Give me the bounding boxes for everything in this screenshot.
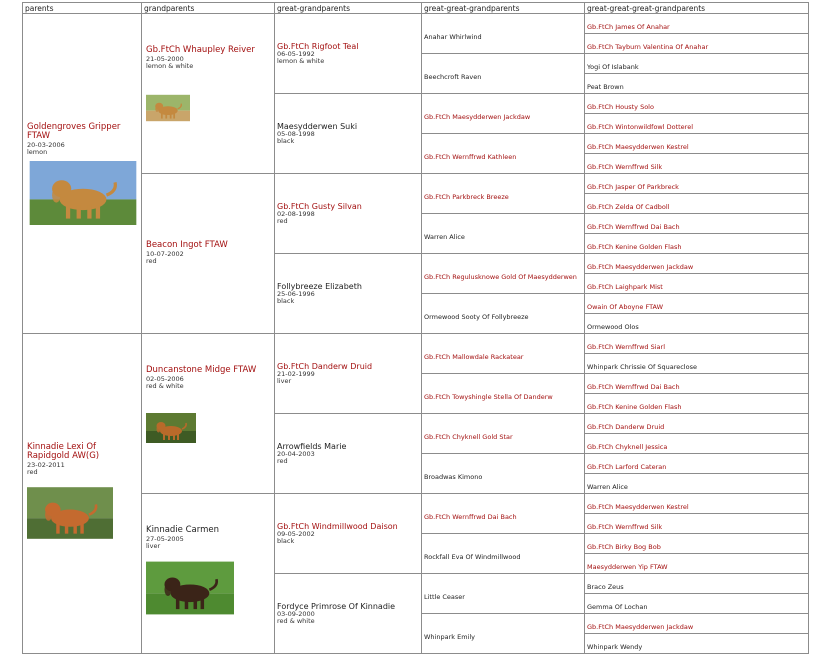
- great-great-great-grandparent-cell: [585, 434, 809, 454]
- dog-color: black: [277, 537, 295, 545]
- great-great-grandparent-cell: [422, 94, 585, 134]
- grandparent-cell: [142, 494, 275, 654]
- dog-name[interactable]: Gb.FtCh Maesydderwen Jackdaw: [424, 113, 531, 121]
- dog-name[interactable]: Peat Brown: [587, 83, 624, 91]
- dog-name[interactable]: Arrowfields Marie: [277, 441, 347, 451]
- great-great-grandparent-cell: [422, 494, 585, 534]
- dog-color: liver: [277, 377, 292, 385]
- dog-date: 02-05-2006: [146, 374, 184, 383]
- dog-color: black: [277, 137, 295, 145]
- dog-photo: [146, 555, 234, 621]
- great-great-great-grandparent-cell: [585, 334, 809, 354]
- header-great-great-great-grandparents: great-great-great-grandparents: [585, 3, 809, 14]
- dog-name[interactable]: Gb.FtCh Jasper Of Parkbreck: [587, 183, 679, 191]
- dog-date: 05-08-1998: [277, 129, 315, 138]
- dog-name[interactable]: Rockfall Eva Of Windmillwood: [424, 553, 521, 561]
- great-great-grandparent-cell: [422, 174, 585, 214]
- dog-date: 21-05-2000: [146, 54, 184, 63]
- dog-name[interactable]: Gb.FtCh Gusty Silvan: [277, 201, 362, 211]
- dog-name[interactable]: Gb.FtCh James Of Anahar: [587, 23, 670, 31]
- dog-name[interactable]: Owain Of Aboyne FTAW: [587, 303, 664, 311]
- dog-color: lemon: [27, 148, 48, 156]
- dog-color: red: [27, 468, 38, 476]
- great-great-great-grandparent-cell: [585, 394, 809, 414]
- dog-color: red: [146, 257, 157, 266]
- great-great-grandparent-cell: [422, 54, 585, 94]
- dog-name[interactable]: Little Ceaser: [424, 593, 465, 601]
- great-great-great-grandparent-cell: [585, 414, 809, 434]
- dog-name[interactable]: Kinnadie Lexi Of Rapidgold AW(G): [27, 441, 100, 461]
- header-great-great-grandparents: great-great-grandparents: [422, 3, 585, 14]
- great-great-great-grandparent-cell: [585, 494, 809, 514]
- dog-name[interactable]: Beacon Ingot FTAW: [146, 240, 228, 251]
- dog-name[interactable]: Gb.FtCh Maesydderwen Kestrel: [587, 143, 689, 151]
- dog-color: lemon & white: [146, 62, 194, 71]
- great-great-great-grandparent-cell: [585, 194, 809, 214]
- dog-name[interactable]: Follybreeze Elizabeth: [277, 281, 362, 291]
- great-grandparent-cell: [275, 334, 422, 414]
- great-great-great-grandparent-cell: [585, 454, 809, 474]
- great-great-great-grandparent-cell: [585, 514, 809, 534]
- great-grandparent-cell: [275, 174, 422, 254]
- dog-date: 20-03-2006: [27, 140, 65, 149]
- great-grandparent-cell: [275, 414, 422, 494]
- dog-photo: [146, 75, 190, 141]
- great-grandparent-cell: [275, 494, 422, 574]
- great-great-great-grandparent-cell: [585, 74, 809, 94]
- great-great-grandparent-cell: [422, 574, 585, 614]
- dog-photo: [146, 395, 196, 461]
- great-great-grandparent-cell: [422, 374, 585, 414]
- dog-name[interactable]: Gb.FtCh Housty Solo: [587, 103, 654, 111]
- great-grandparent-cell: [275, 14, 422, 94]
- dog-name[interactable]: Gb.FtCh Wernffrwd Dai Bach: [587, 223, 680, 231]
- header-great-grandparents: great-grandparents: [275, 3, 422, 14]
- great-grandparent-cell: [275, 574, 422, 654]
- dog-name[interactable]: Gb.FtCh Danderw Druid: [277, 361, 373, 371]
- dog-name[interactable]: Gb.FtCh Tayburn Valentina Of Anahar: [587, 43, 709, 51]
- dog-name[interactable]: Gb.FtCh Rigfoot Teal: [277, 41, 359, 51]
- great-great-great-grandparent-cell: [585, 374, 809, 394]
- dog-name[interactable]: Gb.FtCh Whaupley Reiver: [146, 45, 255, 56]
- great-great-grandparent-cell: [422, 254, 585, 294]
- dog-name[interactable]: Gb.FtCh Wernffrwd Dai Bach: [424, 513, 517, 521]
- dog-color: black: [277, 297, 295, 305]
- great-great-great-grandparent-cell: [585, 154, 809, 174]
- dog-name[interactable]: Fordyce Primrose Of Kinnadie: [277, 601, 396, 611]
- great-great-great-grandparent-cell: [585, 534, 809, 554]
- dog-color: red: [277, 217, 288, 225]
- great-great-great-grandparent-cell: [585, 354, 809, 374]
- dog-name[interactable]: Gb.FtCh Zelda Of Cadboll: [587, 203, 670, 211]
- dog-name[interactable]: Maesydderwen Yip FTAW: [587, 563, 668, 571]
- dog-name[interactable]: Kinnadie Carmen: [146, 525, 219, 536]
- great-grandparent-cell: [275, 94, 422, 174]
- great-great-great-grandparent-cell: [585, 574, 809, 594]
- dog-date: 02-08-1998: [277, 209, 315, 218]
- great-great-grandparent-cell: [422, 214, 585, 254]
- dog-name[interactable]: Gb.FtCh Wintonwildfowl Dotterel: [587, 123, 694, 131]
- great-great-great-grandparent-cell: [585, 614, 809, 634]
- dog-name[interactable]: Warren Alice: [424, 233, 465, 241]
- dog-name[interactable]: Whinpark Wendy: [587, 643, 643, 651]
- dog-name[interactable]: Gb.FtCh Birky Bog Bob: [587, 543, 661, 551]
- dog-name[interactable]: Gb.FtCh Maesydderwen Jackdaw: [587, 623, 694, 631]
- dog-name[interactable]: Gb.FtCh Wernffrwd Kathleen: [424, 153, 517, 161]
- pedigree-row: [23, 334, 809, 354]
- dog-name[interactable]: Gb.FtCh Danderw Druid: [587, 423, 665, 431]
- pedigree-row: [23, 14, 809, 34]
- dog-name[interactable]: Yogi Of Islabank: [587, 63, 639, 71]
- dog-name[interactable]: Whinpark Emily: [424, 633, 475, 641]
- dog-name[interactable]: Whinpark Chrissie Of Squareclose: [587, 363, 697, 371]
- dog-color: red & white: [277, 617, 315, 625]
- dog-date: 06-05-1992: [277, 49, 315, 58]
- great-great-great-grandparent-cell: [585, 274, 809, 294]
- great-great-great-grandparent-cell: [585, 114, 809, 134]
- great-great-great-grandparent-cell: [585, 134, 809, 154]
- great-great-grandparent-cell: [422, 134, 585, 174]
- dog-name[interactable]: Broadwas Kimono: [424, 473, 483, 481]
- dog-name[interactable]: Gb.FtCh Larford Cateran: [587, 463, 667, 471]
- dog-name[interactable]: Gb.FtCh Chyknell Jessica: [587, 443, 668, 451]
- great-great-great-grandparent-cell: [585, 214, 809, 234]
- dog-name[interactable]: Gb.FtCh Laighpark Mist: [587, 283, 663, 291]
- great-great-grandparent-cell: [422, 294, 585, 334]
- dog-date: 27-05-2005: [146, 534, 184, 543]
- dog-date: 03-09-2000: [277, 609, 315, 618]
- dog-date: 25-06-1996: [277, 289, 315, 298]
- great-great-great-grandparent-cell: [585, 254, 809, 274]
- great-great-great-grandparent-cell: [585, 34, 809, 54]
- dog-name[interactable]: Gb.FtCh Wernffrwd Silk: [587, 163, 663, 171]
- parent-cell: [23, 334, 142, 654]
- dog-name[interactable]: Anahar Whirlwind: [424, 33, 482, 41]
- dog-name[interactable]: Gb.FtCh Chyknell Gold Star: [424, 433, 513, 441]
- dog-name[interactable]: Duncanstone Midge FTAW: [146, 365, 257, 376]
- great-great-grandparent-cell: [422, 534, 585, 574]
- great-great-great-grandparent-cell: [585, 234, 809, 254]
- great-great-grandparent-cell: [422, 454, 585, 494]
- dog-name[interactable]: Maesydderwen Suki: [277, 121, 358, 131]
- dog-date: 09-05-2002: [277, 529, 315, 538]
- great-great-grandparent-cell: [422, 414, 585, 454]
- dog-name[interactable]: Gb.FtCh Towyshingle Stella Of Danderw: [424, 393, 553, 401]
- dog-name[interactable]: Gb.FtCh Kenine Golden Flash: [587, 403, 682, 411]
- great-great-great-grandparent-cell: [585, 54, 809, 74]
- dog-name[interactable]: Gb.FtCh Windmillwood Daison: [277, 521, 398, 531]
- dog-photo: [27, 161, 139, 225]
- dog-date: 23-02-2011: [27, 460, 65, 469]
- header-grandparents: grandparents: [142, 3, 275, 14]
- dog-name[interactable]: Gb.FtCh Mallowdale Rackatear: [424, 353, 524, 361]
- dog-name[interactable]: Gb.FtCh Kenine Golden Flash: [587, 243, 682, 251]
- grandparent-cell: [142, 334, 275, 494]
- header-row: [23, 3, 809, 14]
- grandparent-cell: [142, 174, 275, 334]
- dog-name[interactable]: Gb.FtCh Maesydderwen Jackdaw: [587, 263, 694, 271]
- great-great-great-grandparent-cell: [585, 474, 809, 494]
- dog-color: red & white: [146, 382, 184, 391]
- great-great-great-grandparent-cell: [585, 14, 809, 34]
- header-parents: parents: [23, 3, 142, 14]
- dog-color: liver: [146, 542, 161, 551]
- dog-name[interactable]: Gb.FtCh Wernffrwd Silk: [587, 523, 663, 531]
- grandparent-cell: [142, 14, 275, 174]
- great-great-great-grandparent-cell: [585, 94, 809, 114]
- great-great-grandparent-cell: [422, 614, 585, 654]
- dog-name[interactable]: Gb.FtCh Regulusknowe Gold Of Maesydderwen: [424, 273, 577, 281]
- dog-name[interactable]: Warren Alice: [587, 483, 628, 491]
- dog-name[interactable]: Gb.FtCh Wernffrwd Siarl: [587, 343, 666, 351]
- great-great-great-grandparent-cell: [585, 554, 809, 574]
- great-grandparent-cell: [275, 254, 422, 334]
- dog-name[interactable]: Ormewood Olos: [587, 323, 639, 331]
- dog-date: 20-04-2003: [277, 449, 315, 458]
- dog-color: red: [277, 457, 288, 465]
- dog-date: 21-02-1999: [277, 369, 315, 378]
- pedigree-table: [22, 2, 809, 654]
- dog-name[interactable]: Gb.FtCh Wernffrwd Dai Bach: [587, 383, 680, 391]
- dog-photo: [27, 481, 113, 545]
- dog-name[interactable]: Goldengroves Gripper FTAW: [27, 121, 121, 141]
- great-great-great-grandparent-cell: [585, 174, 809, 194]
- dog-name[interactable]: Gb.FtCh Maesydderwen Kestrel: [587, 503, 689, 511]
- dog-name[interactable]: Ormewood Sooty Of Follybreeze: [424, 313, 529, 321]
- dog-name[interactable]: Braco Zeus: [587, 583, 624, 591]
- great-great-grandparent-cell: [422, 334, 585, 374]
- dog-color: lemon & white: [277, 57, 325, 65]
- great-great-grandparent-cell: [422, 14, 585, 54]
- dog-date: 10-07-2002: [146, 249, 184, 258]
- great-great-great-grandparent-cell: [585, 594, 809, 614]
- great-great-great-grandparent-cell: [585, 314, 809, 334]
- great-great-great-grandparent-cell: [585, 294, 809, 314]
- parent-cell: [23, 14, 142, 334]
- dog-name[interactable]: Beechcroft Raven: [424, 73, 482, 81]
- great-great-great-grandparent-cell: [585, 634, 809, 654]
- dog-name[interactable]: Gemma Of Lochan: [587, 603, 648, 611]
- dog-name[interactable]: Gb.FtCh Parkbreck Breeze: [424, 193, 509, 201]
